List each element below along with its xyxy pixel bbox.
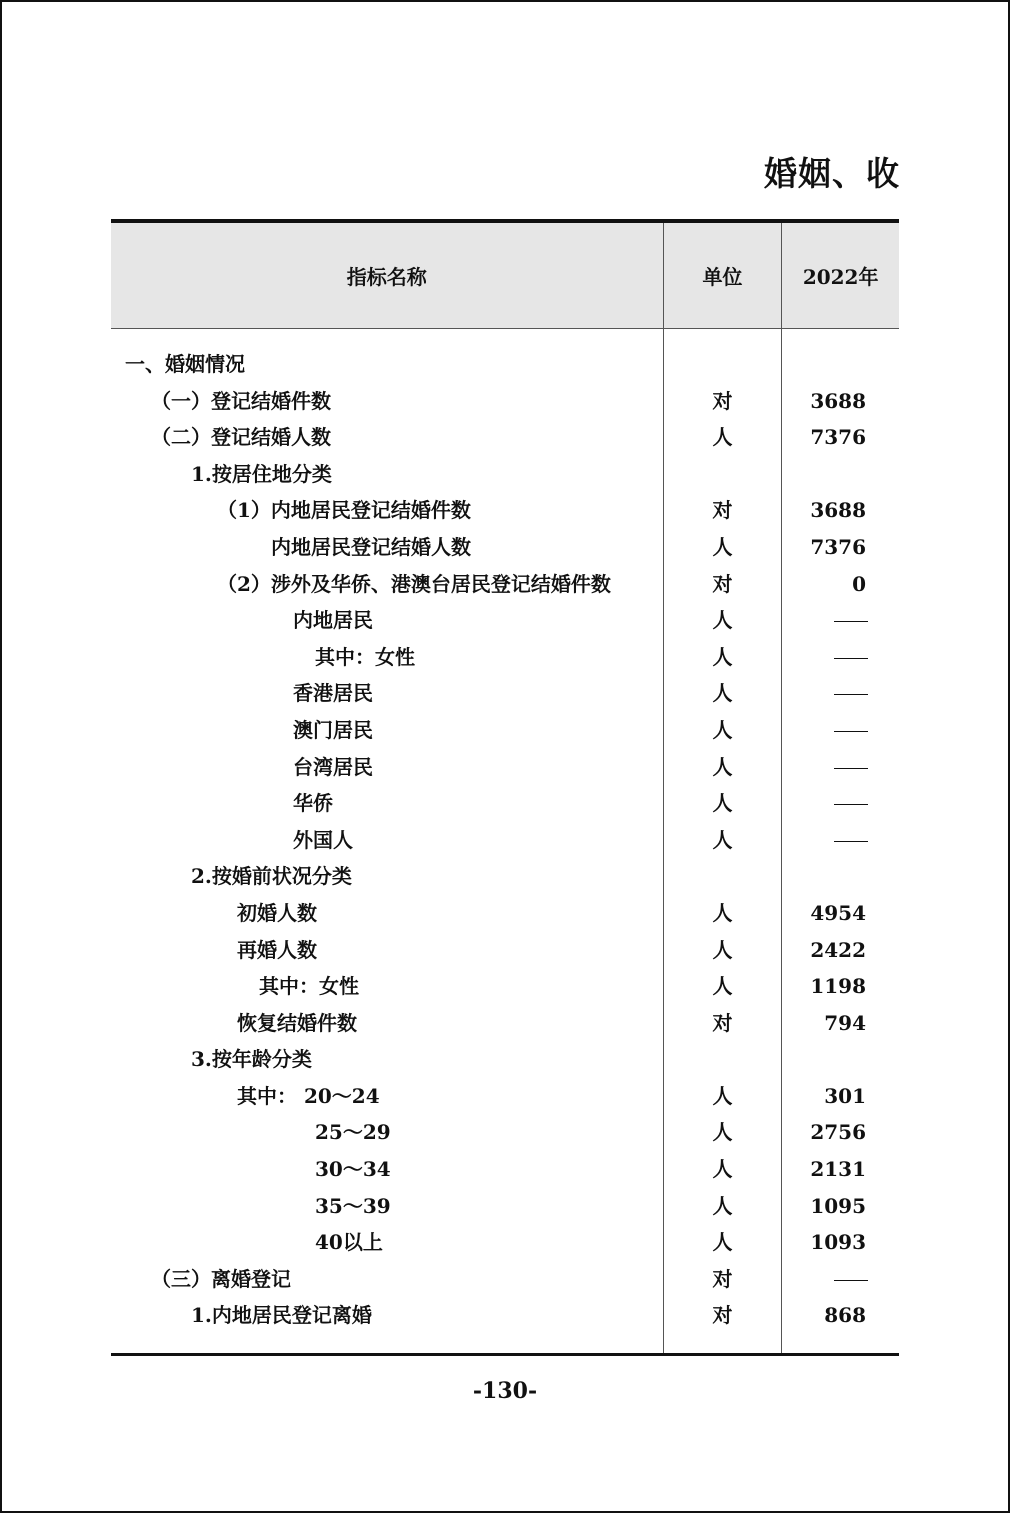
row-value: 1095 (810, 1193, 866, 1218)
row-value: 7376 (810, 425, 866, 450)
row-name: 2.按婚前状况分类 (191, 864, 352, 889)
row-value (782, 675, 899, 712)
row-unit (664, 1041, 782, 1078)
row-unit: 人 (712, 1230, 733, 1255)
row-name: （2）涉外及华侨、港澳台居民登记结婚件数 (217, 571, 611, 596)
row-unit: 人 (712, 754, 733, 779)
row-unit: 人 (712, 1083, 733, 1108)
row-name: 内地居民登记结婚人数 (271, 534, 471, 559)
row-unit: 人 (712, 791, 733, 816)
name-column (111, 329, 663, 1353)
row-name: 一、婚姻情况 (125, 352, 245, 376)
row-unit (664, 456, 782, 493)
row-value: 2422 (810, 937, 866, 962)
dash-placeholder (834, 1280, 868, 1281)
row-unit (664, 346, 782, 383)
row-value (782, 602, 899, 639)
dash-placeholder (834, 694, 868, 695)
header-unit: 单位 (663, 223, 782, 328)
row-name: 再婚人数 (237, 937, 317, 962)
statistics-table (111, 219, 899, 1356)
row-name: （一）登记结婚件数 (151, 388, 331, 413)
row-value (782, 639, 899, 676)
dash-placeholder (834, 621, 868, 622)
row-unit: 人 (712, 827, 733, 852)
row-value: 1093 (810, 1230, 866, 1255)
header-year: 2022年 (781, 223, 899, 328)
row-name: （1）内地居民登记结婚件数 (217, 498, 471, 523)
row-name: 其中：女性 (315, 644, 415, 669)
row-value: 794 (824, 1010, 866, 1035)
row-value (782, 785, 899, 822)
row-name: 澳门居民 (293, 717, 373, 742)
row-value: 7376 (810, 534, 866, 559)
dash-placeholder (834, 804, 868, 805)
row-unit: 人 (712, 937, 733, 962)
row-unit: 人 (712, 534, 733, 559)
row-unit: 人 (712, 1157, 733, 1182)
dash-placeholder (834, 768, 868, 769)
row-name: 1.按居住地分类 (191, 461, 332, 486)
row-value: 2756 (810, 1120, 866, 1145)
table-body (111, 329, 899, 1353)
row-name: 40以上 (315, 1230, 383, 1255)
row-unit: 人 (712, 644, 733, 669)
dash-placeholder (834, 841, 868, 842)
row-name: 初婚人数 (237, 900, 317, 925)
row-name: 外国人 (293, 827, 353, 852)
header-indicator-name: 指标名称 (346, 265, 427, 289)
row-unit: 人 (712, 1120, 733, 1145)
row-value: 868 (824, 1303, 866, 1328)
row-unit: 对 (712, 1303, 733, 1328)
row-unit: 人 (712, 974, 733, 999)
dash-placeholder (834, 731, 868, 732)
unit-column (663, 329, 782, 1353)
row-unit: 人 (712, 1193, 733, 1218)
row-value: 3688 (810, 498, 866, 523)
row-value (782, 346, 899, 383)
row-unit: 人 (712, 681, 733, 706)
row-unit (664, 858, 782, 895)
row-value (782, 1261, 899, 1298)
row-value: 4954 (810, 900, 866, 925)
row-value (782, 456, 899, 493)
value-column (781, 329, 899, 1353)
row-value: 3688 (810, 388, 866, 413)
row-value (782, 1041, 899, 1078)
row-name: （三）离婚登记 (151, 1266, 291, 1291)
row-unit: 对 (712, 1010, 733, 1035)
row-name: 1.内地居民登记离婚 (191, 1303, 372, 1328)
row-name: 35～39 (315, 1193, 391, 1218)
row-unit: 人 (712, 425, 733, 450)
row-name: 台湾居民 (293, 754, 373, 779)
row-unit: 对 (712, 571, 733, 596)
row-name: 其中： 20～24 (237, 1083, 380, 1108)
row-value: 2131 (810, 1157, 866, 1182)
row-name: 内地居民 (293, 608, 373, 633)
row-name: 恢复结婚件数 (237, 1010, 357, 1035)
row-value (782, 858, 899, 895)
table-header (111, 223, 899, 329)
row-name: 25～29 (315, 1120, 391, 1145)
section-title: 婚姻、收 (764, 154, 900, 193)
row-value (782, 712, 899, 749)
row-name: 其中：女性 (259, 974, 359, 999)
row-unit: 对 (712, 388, 733, 413)
row-name: 华侨 (293, 791, 333, 816)
row-value: 301 (824, 1083, 866, 1108)
row-name: 3.按年龄分类 (191, 1047, 312, 1072)
row-unit: 对 (712, 498, 733, 523)
row-value: 0 (852, 571, 866, 596)
row-name: 30～34 (315, 1157, 391, 1182)
row-name: （二）登记结婚人数 (151, 425, 331, 450)
table-bottom-rule (111, 1353, 899, 1356)
row-unit: 人 (712, 717, 733, 742)
row-unit: 对 (712, 1266, 733, 1291)
row-value (782, 822, 899, 859)
row-value: 1198 (810, 974, 866, 999)
row-unit: 人 (712, 608, 733, 633)
row-name: 香港居民 (293, 681, 373, 706)
page-number: -130- (472, 1378, 538, 1404)
row-value (782, 749, 899, 786)
row-unit: 人 (712, 900, 733, 925)
dash-placeholder (834, 658, 868, 659)
